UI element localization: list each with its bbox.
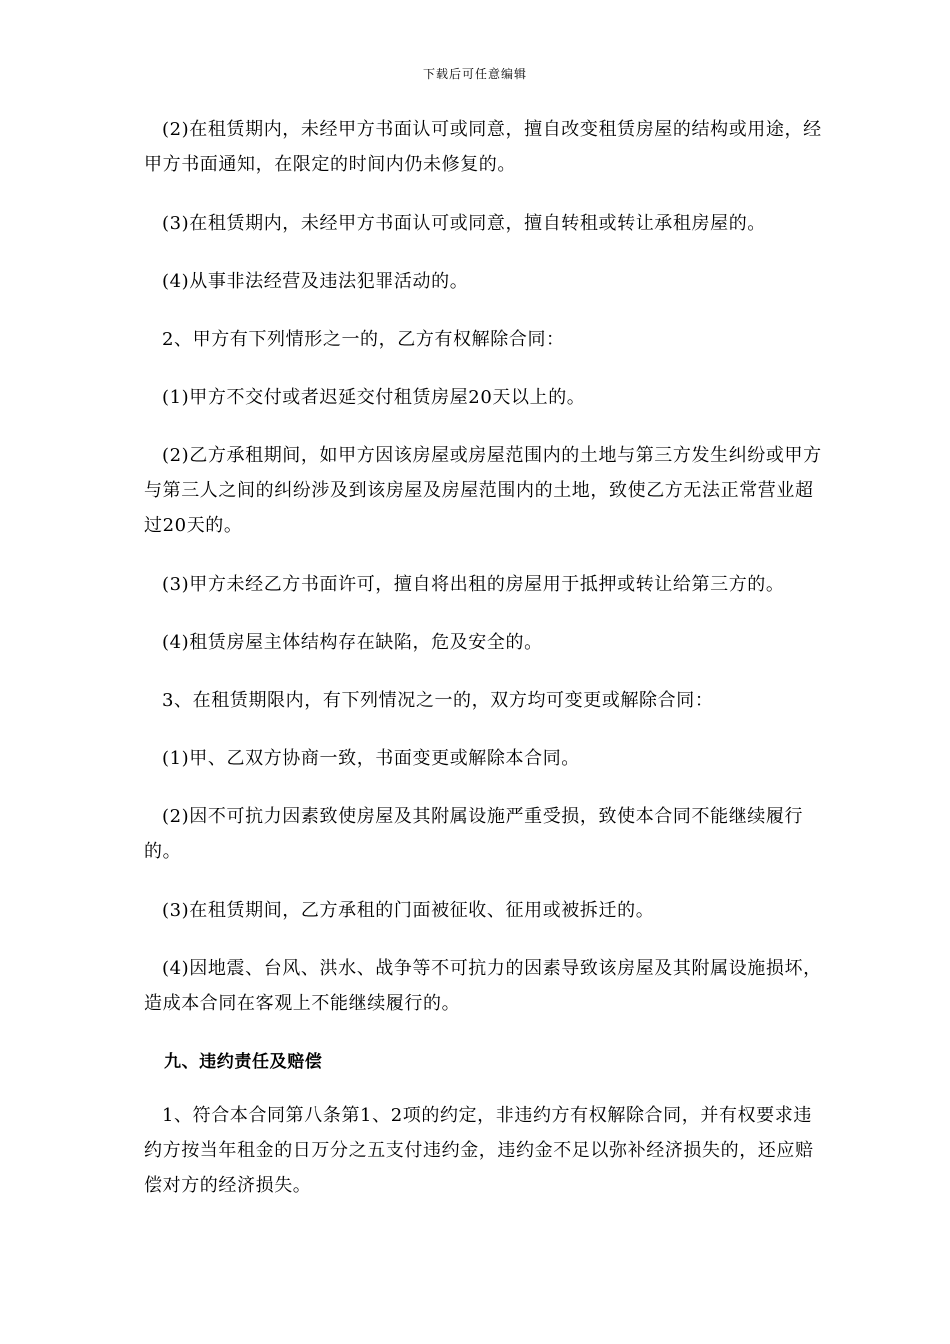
clause-paragraph: 2、甲方有下列情形之一的，乙方有权解除合同： [162,329,565,350]
clause-paragraph: 3、在租赁期限内，有下列情况之一的，双方均可变更或解除合同： [162,690,714,711]
clause-paragraph: (4)因地震、台风、洪水、战争等不可抗力的因素导致该房屋及其附属设施损坏，造成本合同在客观上不能继续履行的。 [144,958,822,1014]
clause-paragraph: (2)在租赁期内，未经甲方书面认可或同意，擅自改变租赁房屋的结构或用途，经甲方书面通知，在限定的时间内仍未修复的。 [144,119,822,175]
clause-paragraph: (3)在租赁期间，乙方承租的门面被征收、征用或被拆迁的。 [162,900,655,921]
clause-paragraph: (2)因不可抗力因素致使房屋及其附属设施严重受损，致使本合同不能继续履行的。 [144,806,804,862]
clause-paragraph: (3)在租赁期内，未经甲方书面认可或同意，擅自转租或转让承租房屋的。 [162,213,766,234]
section-heading: 九、违约责任及赔偿 [164,1052,323,1072]
clause-paragraph: (3)甲方未经乙方书面许可，擅自将出租的房屋用于抵押或转让给第三方的。 [162,574,785,595]
clause-paragraph: (4)从事非法经营及违法犯罪活动的。 [162,271,469,292]
clause-paragraph: (2)乙方承租期间，如甲方因该房屋或房屋范围内的土地与第三方发生纠纷或甲方与第三人之间的纠纷涉及到该房屋及房屋范围内的土地，致使乙方无法正常营业超过20天的。 [144,445,822,536]
clause-paragraph: 1、符合本合同第八条第1、2项的约定，非违约方有权解除合同，并有权要求违约方按当年租金的日万分之五支付违约金，违约金不足以弥补经济损失的，还应赔偿对方的经济损失。 [144,1105,814,1196]
document-body [144,112,824,1227]
clause-paragraph: (4)租赁房屋主体结构存在缺陷，危及安全的。 [162,632,543,653]
clause-paragraph: (1)甲、乙双方协商一致，书面变更或解除本合同。 [162,748,580,769]
clause-paragraph: (1)甲方不交付或者迟延交付租赁房屋20天以上的。 [162,387,586,408]
header-note: 下载后可任意编辑 [422,67,527,81]
